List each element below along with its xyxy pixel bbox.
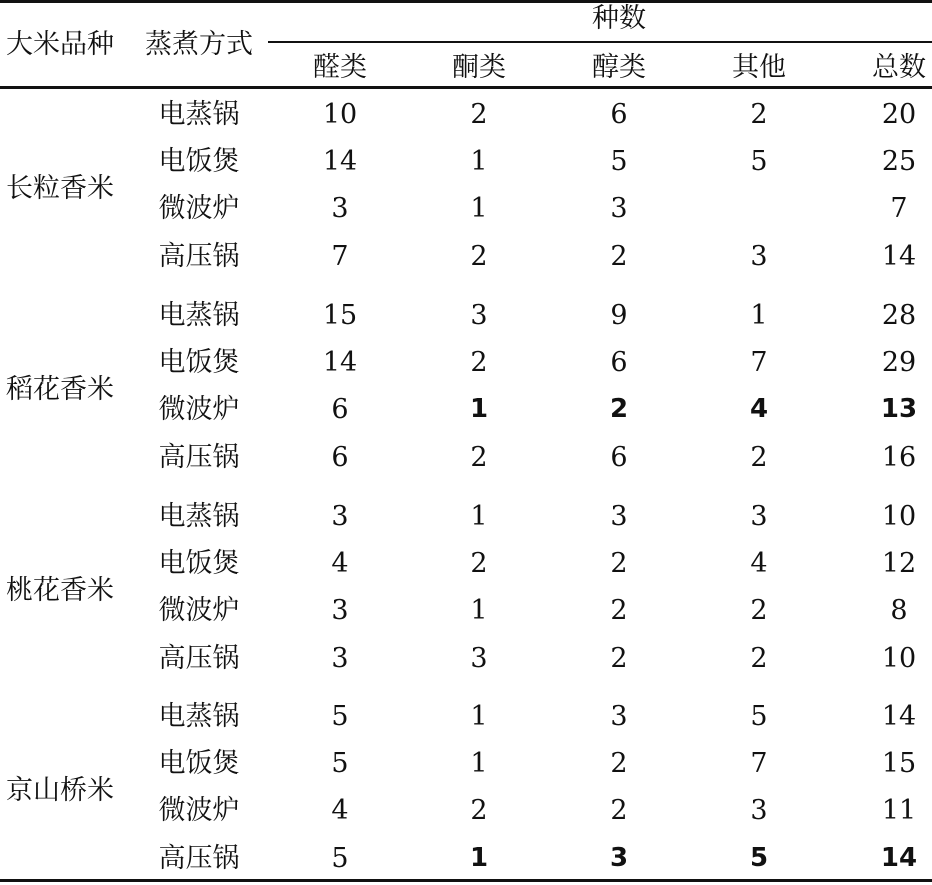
table-cell: 11 [881, 795, 917, 827]
table-cell: 3 [750, 240, 768, 272]
table-cell: 10 [881, 501, 917, 532]
header-total: 总数 [872, 52, 926, 83]
table-cell: 29 [881, 347, 917, 379]
table-cell: 10 [322, 99, 358, 130]
table-cell: 14 [322, 146, 358, 178]
cooking-method: 电饭煲 [158, 548, 240, 580]
table-cell: 1 [469, 394, 489, 425]
table-cell: 4 [331, 795, 349, 827]
table-cell: 5 [750, 146, 768, 178]
header-alcohols: 醇类 [592, 52, 646, 83]
group-header-rule [268, 41, 932, 43]
table-cell: 3 [610, 501, 628, 532]
table-cell: 10 [881, 642, 917, 674]
cooking-method: 高压锅 [158, 441, 240, 473]
table-cell: 3 [331, 595, 349, 627]
bottom-rule [0, 879, 932, 882]
header-aldehydes: 醛类 [313, 52, 367, 83]
table-cell: 13 [880, 394, 918, 425]
variety-label: 京山桥米 [6, 775, 114, 807]
table-cell: 7 [750, 347, 768, 379]
header-variety: 大米品种 [6, 29, 114, 60]
table-cell: 7 [750, 748, 768, 780]
table-cell: 28 [881, 300, 917, 331]
table-cell: 2 [610, 795, 628, 827]
table-cell: 1 [750, 300, 768, 331]
top-rule [0, 0, 932, 3]
table-cell: 3 [750, 795, 768, 827]
table-cell: 6 [610, 347, 628, 379]
table-cell: 2 [750, 595, 768, 627]
table-cell: 4 [750, 548, 768, 580]
table-cell: 14 [881, 240, 917, 272]
cooking-method: 电蒸锅 [158, 701, 240, 732]
cooking-method: 电饭煲 [158, 748, 240, 780]
table-cell: 1 [470, 748, 488, 780]
table-cell: 8 [890, 595, 908, 627]
table-cell: 2 [610, 240, 628, 272]
table-cell: 14 [881, 701, 917, 732]
table-cell: 3 [470, 300, 488, 331]
table-cell: 3 [610, 193, 628, 225]
table-cell: 25 [881, 146, 917, 178]
table-cell: 3 [470, 642, 488, 674]
cooking-method: 电饭煲 [158, 347, 240, 379]
table-cell: 2 [750, 99, 768, 130]
cooking-method: 微波炉 [158, 394, 240, 426]
table-cell: 5 [331, 842, 349, 874]
variety-label: 稻花香米 [6, 374, 114, 406]
table-cell: 16 [881, 441, 917, 473]
cooking-method: 电蒸锅 [158, 300, 240, 331]
cooking-method: 电饭煲 [158, 146, 240, 178]
table-cell: 3 [610, 701, 628, 732]
table-cell: 2 [470, 240, 488, 272]
table-cell: 6 [610, 99, 628, 130]
cooking-method: 电蒸锅 [158, 99, 240, 130]
table-cell: 2 [609, 394, 629, 425]
cooking-method: 高压锅 [158, 842, 240, 874]
header-species-count: 种数 [592, 3, 646, 34]
variety-label: 长粒香米 [6, 173, 114, 205]
table-cell: 2 [470, 347, 488, 379]
header-others: 其他 [732, 52, 786, 83]
table-cell: 2 [750, 441, 768, 473]
table-cell: 2 [470, 441, 488, 473]
table-cell: 3 [331, 193, 349, 225]
table-cell: 1 [470, 701, 488, 732]
table-cell: 2 [610, 642, 628, 674]
table-cell: 5 [331, 748, 349, 780]
table-cell: 7 [331, 240, 349, 272]
table-cell: 6 [331, 394, 349, 426]
table-cell: 5 [610, 146, 628, 178]
cooking-method: 高压锅 [158, 240, 240, 272]
variety-label: 桃花香米 [6, 575, 114, 607]
table-cell: 2 [610, 595, 628, 627]
table-cell: 5 [749, 842, 769, 873]
cooking-method: 微波炉 [158, 193, 240, 225]
table-cell: 2 [470, 795, 488, 827]
header-method: 蒸煮方式 [145, 29, 253, 60]
table-cell: 3 [331, 501, 349, 532]
table-cell: 2 [470, 99, 488, 130]
table-cell: 5 [750, 701, 768, 732]
table-cell: 15 [322, 300, 358, 331]
table-cell: 4 [749, 394, 769, 425]
table-cell: 1 [470, 193, 488, 225]
table-cell: 14 [880, 842, 918, 873]
table-cell: 9 [610, 300, 628, 331]
table-cell: 4 [331, 548, 349, 580]
table-cell: 1 [469, 842, 489, 873]
cooking-method: 电蒸锅 [158, 501, 240, 532]
table-cell: 1 [470, 146, 488, 178]
table-cell: 20 [881, 99, 917, 130]
table-cell: 2 [610, 548, 628, 580]
cooking-method: 微波炉 [158, 795, 240, 827]
table-cell: 5 [331, 701, 349, 732]
header-ketones: 酮类 [452, 52, 506, 83]
cooking-method: 微波炉 [158, 595, 240, 627]
table-cell: 12 [881, 548, 917, 580]
table-cell: 2 [750, 642, 768, 674]
table-cell: 6 [331, 441, 349, 473]
table-cell: 2 [470, 548, 488, 580]
table-cell: 1 [470, 595, 488, 627]
header-rule [0, 86, 932, 89]
table-cell: 1 [470, 501, 488, 532]
table-cell: 14 [322, 347, 358, 379]
table-cell: 3 [750, 501, 768, 532]
table-cell: 2 [610, 748, 628, 780]
table-cell: 15 [881, 748, 917, 780]
table-cell: 3 [331, 642, 349, 674]
cooking-method: 高压锅 [158, 642, 240, 674]
table-cell: 3 [609, 842, 629, 873]
table-cell: 6 [610, 441, 628, 473]
table-cell: 7 [890, 193, 908, 225]
